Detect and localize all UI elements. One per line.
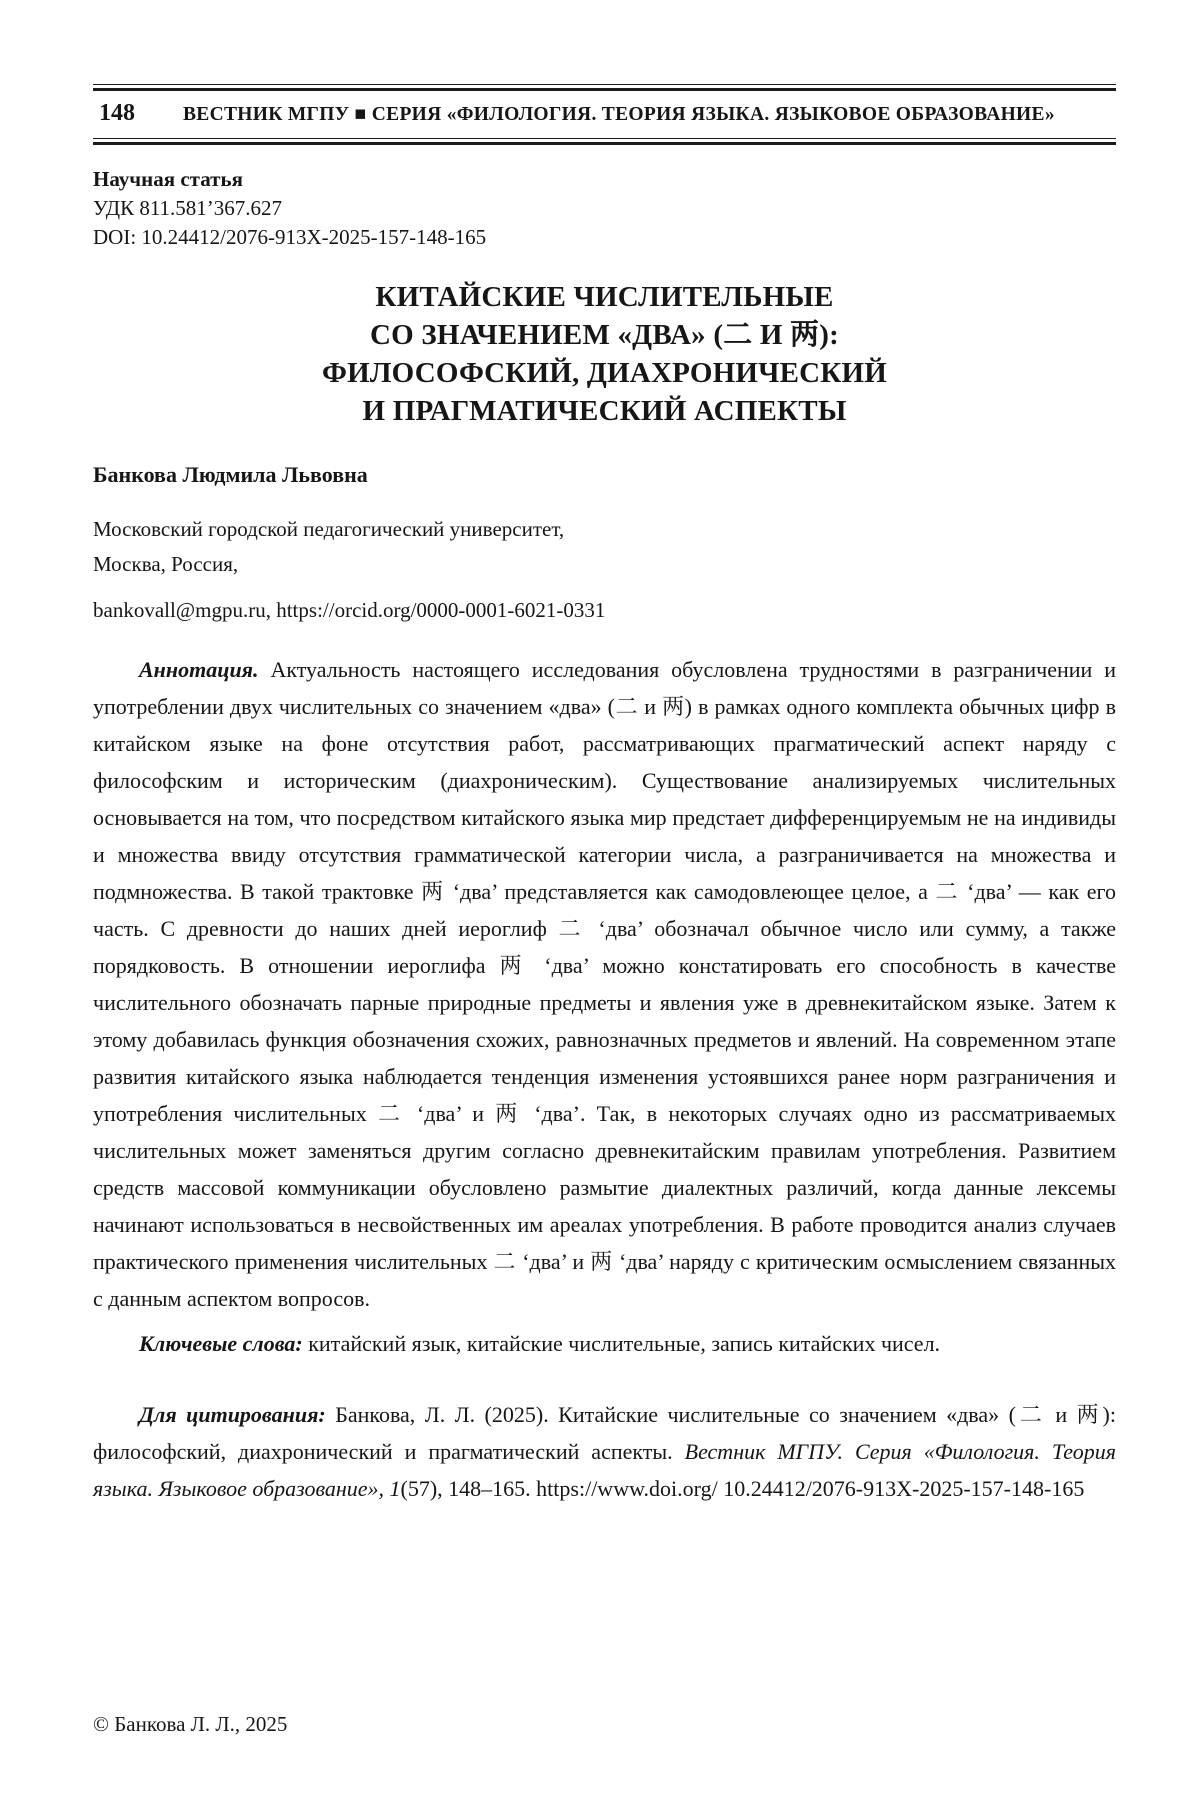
author-contact: bankovall@mgpu.ru, https://orcid.org/0000-0001-6021-0331: [93, 598, 606, 622]
article-title: КИТАЙСКИЕ ЧИСЛИТЕЛЬНЫЕ СО ЗНАЧЕНИЕМ «ДВА» (二 И 两): ФИЛОСОФСКИЙ, ДИАХРОНИЧЕСКИЙ И ПРАГМАТИЧЕСКИЙ АСПЕКТЫ: [321, 281, 888, 427]
abstract-text: Актуальность настоящего исследования обусловлена трудностями в разграничении и употреблении двух числительных со значением «два» (二 и 两) в рамках одного комплекта обычных цифр в китайском языке на фоне отсутствия работ, рассматривающих прагматический аспект наряду с философским и историческим (диахроническим). Существование анализируемых числительных основывается на том, что посредством китайского языка мир предстает дифференцируемым не на индивиды и множества ввиду отсутствия грамматической категории числа, а разграничивается на множества и подмножества. В такой трактовке 两 ‘два’ представляется как самодовлеющее целое, а 二 ‘два’ — как его часть. С древности до наших дней иероглиф 二 ‘два’ обозначал обычное число или сумму, а также порядковость. В отношении иероглифа 两 ‘два’ можно констатировать его способность в качестве числительного обозначать парные природные предметы и явления уже в древнекитайском языке. Затем к этому добавилась функция обозначения схожих, равнозначных предметов и явлений. На современном этапе развития китайского языка наблюдается тенденция изменения устоявшихся ранее норм разграничения и употребления числительных 二 ‘два’ и 两 ‘два’. Так, в некоторых случаях одно из рассматриваемых числительных может заменяться другим согласно древнекитайским правилам употребления. Развитием средств массовой коммуникации обусловлено размытие диалектных различий, когда данные лексемы начинают использоваться в несвойственных им ареалах употребления. В работе проводится анализ случаев практического применения числительных 二 ‘два’ и 两 ‘два’ наряду с критическим осмыслением связанных с данным аспектом вопросов.: [93, 657, 1116, 1311]
citation-text-1: Банкова, Л. Л. (2025). Китайские числительные со значением «два» (二 и 两): философский, диахронический и прагматический аспекты.: [93, 1402, 1116, 1464]
header-bottom-rule: [93, 138, 1116, 145]
citation-paragraph: [93, 1396, 1116, 1507]
header-top-rule: [93, 84, 1116, 91]
doi-line: DOI: 10.24412/2076-913X-2025-157-148-165: [93, 225, 487, 249]
citation-label: Для цитирования:: [139, 1402, 326, 1427]
author-name: Банкова Людмила Львовна: [93, 462, 368, 487]
journal-header: [93, 91, 1116, 138]
udk-code: УДК 811.581’367.627: [93, 196, 283, 220]
citation-journal-italic: Вестник МГПУ. Серия «Филология. Теория языка. Языковое образование»,: [93, 1439, 1116, 1501]
journal-title: ВЕСТНИК МГПУ ■ СЕРИЯ «ФИЛОЛОГИЯ. ТЕОРИЯ ЯЗЫКА. ЯЗЫКОВОЕ ОБРАЗОВАНИЕ»: [183, 104, 1055, 125]
citation-text-2: (57), 148–165. https://www.doi.org/ 10.24412/2076-913X-2025-157-148-165: [400, 1476, 1085, 1501]
copyright-line: © Банкова Л. Л., 2025: [93, 1712, 288, 1736]
article-type-label: Научная статья: [93, 167, 243, 191]
abstract-paragraph: [93, 651, 1116, 1317]
article-meta: [93, 165, 1116, 252]
author-affiliation: Московский городской педагогический университет, Москва, Россия,: [93, 517, 565, 576]
citation-volume-italic: 1: [389, 1476, 401, 1501]
keywords-label: Ключевые слова:: [139, 1331, 303, 1356]
page-number: 148: [99, 100, 135, 126]
keywords-text: китайский язык, китайские числительные, запись китайских чисел.: [302, 1331, 941, 1356]
abstract-label: Аннотация.: [139, 657, 259, 682]
keywords-paragraph: [93, 1325, 1116, 1362]
